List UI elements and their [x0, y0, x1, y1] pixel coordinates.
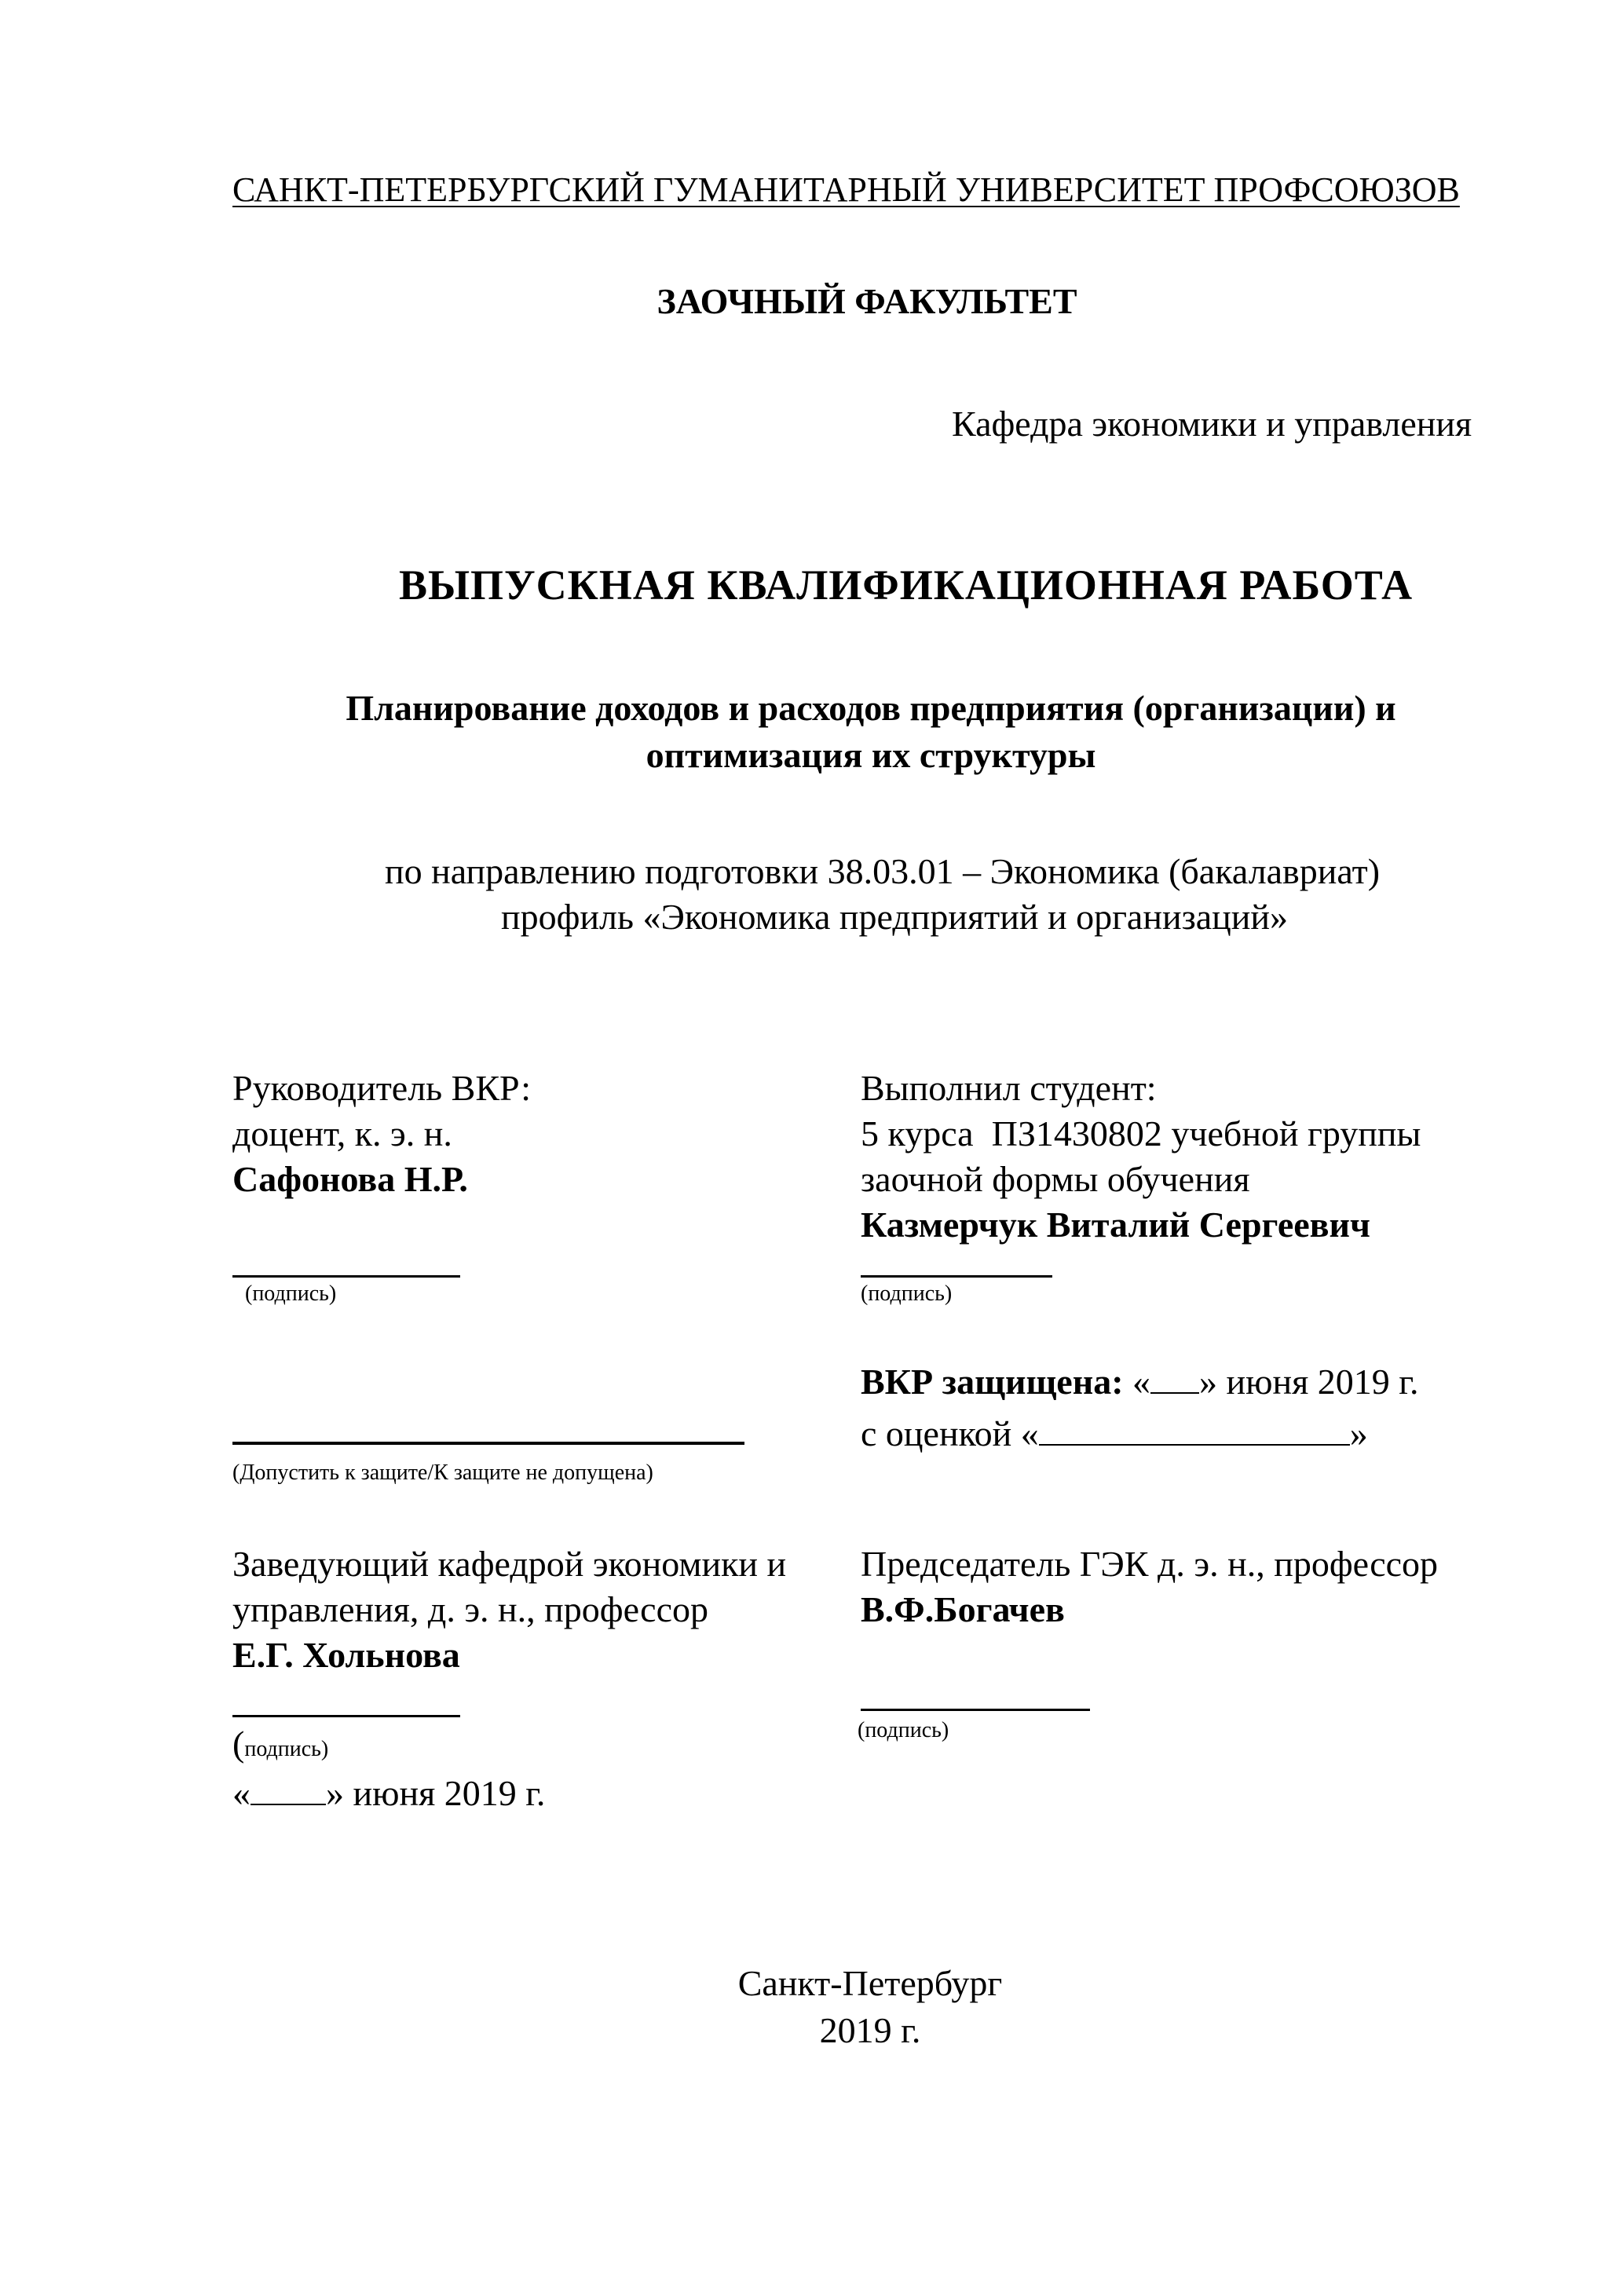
- head-signature-open-paren: (: [232, 1724, 245, 1764]
- university-name: САНКТ-ПЕТЕРБУРГСКИЙ ГУМАНИТАРНЫЙ УНИВЕРСИТЕТ ПРОФСОЮЗОВ: [232, 170, 1460, 209]
- chairman-name: В.Ф.Богачев: [861, 1589, 1065, 1629]
- supervisor-signature-line: [232, 1275, 460, 1278]
- faculty-title: ЗАОЧНЫЙ ФАКУЛЬТЕТ: [657, 281, 1077, 321]
- head-of-department-line-2: управления, д. э. н., профессор: [232, 1589, 708, 1629]
- supervisor-rank: доцент, к. э. н.: [232, 1113, 452, 1153]
- head-signature-line: [232, 1715, 460, 1717]
- topic-line-1: Планирование доходов и расходов предприятия (организации) и: [346, 688, 1396, 728]
- direction-line-1: по направлению подготовки 38.03.01 – Экономика (бакалавриат): [385, 851, 1381, 891]
- student-course: 5 курса ПЗ1430802 учебной группы: [861, 1113, 1421, 1153]
- footer-year: 2019 г.: [819, 2010, 921, 2050]
- head-of-department-line-1: Заведующий кафедрой экономики и: [232, 1544, 787, 1584]
- topic-line-2: оптимизация их структуры: [646, 735, 1096, 775]
- document-type-title: ВЫПУСКНАЯ КВАЛИФИКАЦИОННАЯ РАБОТА: [399, 561, 1414, 609]
- student-label: Выполнил студент:: [861, 1068, 1157, 1108]
- head-date-rest: » июня 2019 г.: [326, 1773, 546, 1813]
- head-signature-caption: подпись): [244, 1737, 329, 1761]
- department-name: Кафедра экономики и управления: [952, 404, 1472, 444]
- head-date-open-quote: «: [232, 1773, 251, 1813]
- footer-city: Санкт-Петербург: [737, 1963, 1003, 2003]
- chairman-signature-caption: (подпись): [858, 1718, 949, 1742]
- defense-day-blank: [1150, 1361, 1199, 1394]
- student-signature-line: [861, 1275, 1052, 1278]
- student-signature-caption: (подпись): [861, 1281, 953, 1306]
- defense-grade-line: [861, 1410, 1368, 1457]
- defense-grade-close-quote: »: [1349, 1413, 1368, 1453]
- chairman-signature-line: [861, 1709, 1090, 1711]
- defense-grade-label: с оценкой «: [861, 1413, 1039, 1453]
- head-date-day-blank: [251, 1772, 326, 1805]
- chairman-title: Председатель ГЭК д. э. н., профессор: [861, 1544, 1439, 1584]
- supervisor-signature-caption: (подпись): [245, 1281, 337, 1306]
- student-study-form: заочной формы обучения: [861, 1159, 1250, 1199]
- supervisor-name: Сафонова Н.Р.: [232, 1159, 468, 1199]
- head-date-line: [232, 1770, 545, 1817]
- defense-protected-line: [861, 1358, 1418, 1406]
- defense-date-rest: » июня 2019 г.: [1199, 1362, 1419, 1402]
- defense-grade-blank: [1039, 1413, 1350, 1446]
- student-name: Казмерчук Виталий Сергеевич: [861, 1205, 1370, 1245]
- direction-line-2: профиль «Экономика предприятий и организаций»: [501, 897, 1289, 937]
- admission-decision-line: [232, 1442, 744, 1445]
- defense-date-open-quote: «: [1132, 1362, 1151, 1402]
- head-of-department-name: Е.Г. Хольнова: [232, 1635, 460, 1675]
- defense-protected-label: ВКР защищена:: [861, 1362, 1124, 1402]
- head-signature-caption-line: [232, 1724, 328, 1769]
- admission-decision-caption: (Допустить к защите/К защите не допущена): [232, 1461, 653, 1485]
- supervisor-label: Руководитель ВКР:: [232, 1068, 532, 1108]
